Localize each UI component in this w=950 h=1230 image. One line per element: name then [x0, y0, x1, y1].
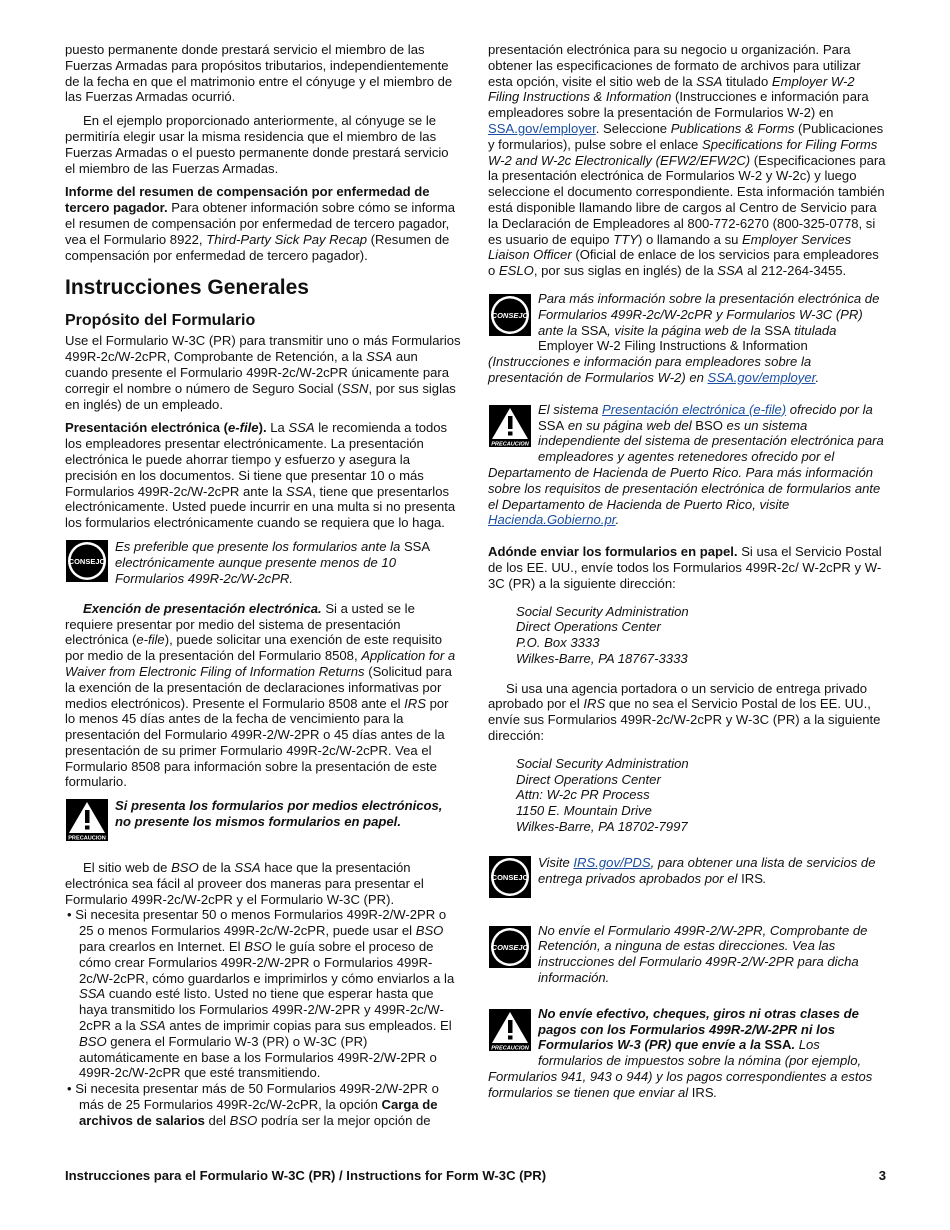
caution-note: PRECAUCION No envíe efectivo, cheques, giros ni otras clases de pagos con los Formularios 499R-2/W-2PR ni los Formularios W-3 (PR) que envíe a la SSA. Los formularios de impuestos sobre la nómina (por ejemplo, Formularios 941, 943 o 944) y los pagos correspondientes a estos formularios se tienen que enviar al IRS.	[488, 1005, 873, 1100]
consejo-icon	[488, 925, 534, 973]
mailing-address: Social Security Administration Direct Operations Center P.O. Box 3333 Wilkes-Barre, PA 18767-3333	[516, 603, 689, 666]
svg-text:CONSEJO: CONSEJO	[491, 872, 529, 882]
caution-icon	[488, 404, 534, 452]
paragraph: En el ejemplo proporcionado anteriormente, al cónyuge se le permitiría elegir usar la misma residencia que el miembro de las Fuerzas Armadas o el puesto permanente donde prestará servicio el miembro de las Fuerzas Armadas.	[65, 113, 449, 176]
tip-note: CONSEJO Visite IRS.gov/PDS, para obtener una lista de servicios de entrega privados aprobados por el IRS.	[488, 855, 886, 903]
left-column	[65, 42, 462, 1129]
efile-link[interactable]: Presentación electrónica (e-file)	[602, 401, 787, 417]
ssa-employer-link[interactable]: SSA.gov/employer	[707, 369, 816, 385]
paragraph: Presentación electrónica (e-file). La SSA le recomienda a todos los empleadores presentar electrónicamente. La presentación electrónica le puede ahorrar tiempo y esfuerzo y asegura la precisión en los documentos. Si tiene que presentar 10 o más Formularios 499R-2c/W-2cPR ante la SSA, tiene que presentarlos electrónicamente. Usted puede incurrir en una multa si no presenta los formularios electrónicamente cuando se requiera que lo haga.	[65, 420, 456, 531]
svg-text:CONSEJO: CONSEJO	[491, 942, 529, 952]
footer-title: Instrucciones para el Formulario W-3C (PR) / Instructions for Form W-3C (PR)	[65, 1168, 547, 1183]
page-number: 3	[878, 1168, 886, 1183]
consejo-icon	[488, 855, 534, 903]
tip-note: CONSEJO Para más información sobre la presentación electrónica de Formularios 499R-2c/W-2cPR y Formularios W-3C (PR) ante la SSA, visite la página web de la SSA titulada Employer W-2 Filing Instructions & Information (Instrucciones e información para empleadores sobre la presentación de Formularios W-2) en SSA.gov/employer.	[488, 290, 880, 385]
caution-note: PRECAUCION Si presenta los formularios por medios electrónicos, no presente los mismos formularios en papel.	[65, 798, 462, 846]
caution-icon	[488, 1008, 534, 1056]
caution-note: PRECAUCION El sistema Presentación electrónica (e-file) ofrecido por la SSA en su página web del BSO es un sistema independiente del sistema de presentación electrónica para empleadores y agentes retenedores ofrecido por el Departamento de Hacienda de Puerto Rico. Para más información sobre los requisitos de presentación electrónica de formularios ante el Departamento de Hacienda de Puerto Rico, visite Hacienda.Gobierno.pr.	[488, 401, 884, 528]
tip-note: CONSEJO Es preferible que presente los formularios ante la SSA electrónicamente aunque presente menos de 10 Formularios 499R-2c/W-2cPR.	[65, 539, 462, 587]
ssa-employer-link[interactable]: SSA.gov/employer	[488, 120, 596, 136]
svg-text:PRECAUCION: PRECAUCION	[491, 1045, 529, 1052]
list-item: • Si necesita presentar más de 50 Formularios 499R-2/W-2PR o más de 25 Formularios 499R-2c/W-2cPR, la opción Carga de archivos de salarios del BSO podría ser la mejor opción de	[67, 1081, 439, 1128]
paragraph: Use el Formulario W-3C (PR) para transmitir uno o más Formularios 499R-2c/W-2cPR, Comprobante de Retención, a la SSA aun cuando presente el Formulario 499R-2c/W-2cPR únicamente para corregir el nombre o número de Seguro Social (SSN, por sus siglas en inglés) de un empleado.	[65, 333, 461, 412]
irs-pds-link[interactable]: IRS.gov/PDS	[573, 854, 651, 870]
paragraph: Adónde enviar los formularios en papel. Si usa el Servicio Postal de los EE. UU., envíe todos los Formularios 499R-2c/ W-2cPR y W-3C (PR) a la siguiente dirección:	[488, 544, 882, 591]
right-column	[488, 42, 886, 1117]
delivery-address: Social Security Administration Direct Operations Center Attn: W-2c PR Process 1150 E. Mountain Drive Wilkes-Barre, PA 18702-7997	[516, 755, 689, 835]
svg-text:PRECAUCION: PRECAUCION	[491, 441, 529, 448]
paragraph: puesto permanente donde prestará servicio el miembro de las Fuerzas Armadas para propósitos tributarios, independientemente de la fecha en que el matrimonio entre el cónyuge y el miembro de las Fuerzas Armadas ocurrió.	[65, 42, 453, 105]
paragraph: presentación electrónica para su negocio u organización. Para obtener las especificaciones de formato de archivos para utilizar esta opción, visite el sitio web de la SSA titulado Employer W-2 Filing Instructions & Information (Instrucciones e información para empleadores sobre la presentación de Formularios W-2) en SSA.gov/employer. Seleccione Publications & Forms (Publicaciones y formularios), pulse sobre el enlace Specifications for Filing Forms W-2 and W-2c Electronically (EFW2/EFW2C) (Especificaciones para la presentación electrónica de Formularios W-2 y W-2c) y luego seleccione el documento correspondiente. Esta información también está disponible llamando libre de cargos al Centro de Servicio para la Declaración de Empleadores al 800-772-6270 (800-325-0778, si es usuario de equipo TTY) o llamando a su Employer Services Liaison Officer (Oficial de enlace de los servicios para empleadores o ESLO, por sus siglas en inglés) de la SSA al 212-264-3455.	[488, 42, 886, 279]
list-item: • Si necesita presentar 50 o menos Formularios 499R-2/W-2PR o 25 o menos Formularios 499R-2c/W-2cPR, puede usar el BSO para crearlos en Internet. El BSO le guía sobre el proceso de cómo crear Formularios 499R-2/W-2PR o Formularios 499R-2c/W-2cPR, cómo guardarlos e imprimirlos y cómo enviarlos a la SSA cuando esté listo. Usted no tiene que esperar hasta que haya transmitido los Formularios 499R-2/W-2PR y 499R-2c/W-2cPR a la SSA antes de imprimir copias para sus empleados. El BSO genera el Formulario W-3 (PR) o W-3C (PR) automáticamente en base a los Formularios 499R-2/W-2PR o 499R-2c/W-2cPR que esté transmitiendo.	[67, 907, 455, 1081]
paragraph: Si usa una agencia portadora o un servicio de entrega privado aprobado por el IRS que no sea el Servicio Postal de los EE. UU., envíe sus Formularios 499R-2c/W-2cPR y W-3C (PR) a la siguiente dirección:	[488, 680, 881, 744]
svg-text:CONSEJO: CONSEJO	[491, 310, 529, 320]
page-footer	[65, 1168, 886, 1184]
caution-icon	[65, 798, 111, 846]
paragraph: El sitio web de BSO de la SSA hace que la presentación electrónica sea fácil al proveer dos maneras para presentar el Formulario 499R-2c/W-2cPR y el Formulario W-3C (PR).	[65, 860, 424, 907]
tip-note: CONSEJO No envíe el Formulario 499R-2/W-2PR, Comprobante de Retención, a ninguna de estas direcciones. Vea las instrucciones del Formulario 499R-2/W-2PR para dicha información.	[488, 923, 886, 986]
consejo-icon	[65, 539, 111, 587]
svg-text:CONSEJO: CONSEJO	[68, 556, 106, 566]
svg-text:PRECAUCION: PRECAUCION	[68, 835, 106, 842]
paragraph: Informe del resumen de compensación por enfermedad de tercero pagador. Para obtener información sobre cómo se informa el resumen de compensación por enfermedad de tercero pagador, vea el Formulario 8922, Third-Party Sick Pay Recap (Resumen de compensación por enfermedad de tercero pagador).	[65, 184, 456, 263]
consejo-icon	[488, 293, 534, 341]
section-heading: Instrucciones Generales	[65, 276, 309, 300]
paragraph: Exención de presentación electrónica. Si a usted se le requiere presentar por medio del sistema de presentación electrónica (e-file), puede solicitar una exención de este requisito por medio de la presentación del Formulario 8508, Application for a Waiver from Electronic Filing of Information Returns (Solicitud para la exención de la presentación de declaraciones informativas por medios electrónicos). Presente el Formulario 8508 ante el IRS por lo menos 45 días antes de la fecha de vencimiento para la presentación del Formulario 499R-2/W-2PR o 45 días antes de la presentación de su primer Formulario 499R-2c/W-2cPR. Vea el Formulario 8508 para información sobre la presentación de este formulario.	[65, 600, 456, 790]
hacienda-link[interactable]: Hacienda.Gobierno.pr	[488, 512, 616, 528]
subsection-heading: Propósito del Formulario	[65, 312, 256, 330]
